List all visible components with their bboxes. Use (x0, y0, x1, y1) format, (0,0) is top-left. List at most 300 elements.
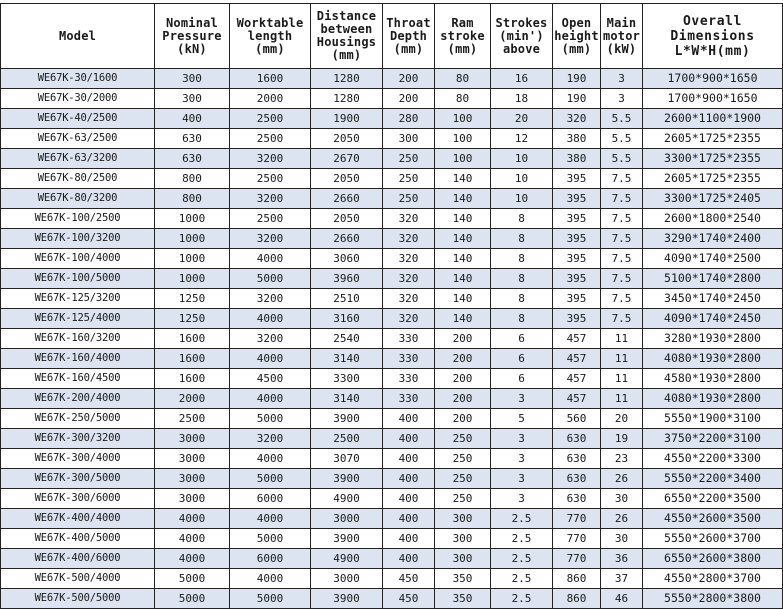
pressure-cell: 300 (155, 69, 230, 89)
header-row (1, 4, 783, 69)
model-cell: WE67K-125/4000 (1, 309, 155, 329)
pressure-cell: 4000 (155, 549, 230, 569)
pressure-cell: 300 (155, 89, 230, 109)
dimensions-cell: 6550*2200*3500 (643, 489, 783, 509)
ram-stroke-cell: 300 (435, 509, 491, 529)
table-row (1, 249, 783, 269)
table-row (1, 529, 783, 549)
model-cell: WE67K-63/3200 (1, 149, 155, 169)
main-motor-cell: 11 (601, 329, 643, 349)
strokes-cell: 2.5 (491, 569, 553, 589)
ram-stroke-cell: 200 (435, 369, 491, 389)
table-row (1, 549, 783, 569)
open-height-cell: 630 (553, 489, 601, 509)
model-cell: WE67K-300/3200 (1, 429, 155, 449)
strokes-cell: 20 (491, 109, 553, 129)
model-cell: WE67K-400/6000 (1, 549, 155, 569)
pressure-cell: 1000 (155, 249, 230, 269)
distance-cell: 3000 (311, 569, 383, 589)
dimensions-cell: 4080*1930*2800 (643, 349, 783, 369)
strokes-cell: 2.5 (491, 529, 553, 549)
distance-cell: 3160 (311, 309, 383, 329)
main-motor-cell: 30 (601, 489, 643, 509)
ram-stroke-cell: 100 (435, 129, 491, 149)
throat-depth-cell: 320 (383, 249, 435, 269)
open-height-cell: 395 (553, 289, 601, 309)
throat-depth-cell: 400 (383, 409, 435, 429)
open-height-cell: 395 (553, 309, 601, 329)
model-cell: WE67K-160/3200 (1, 329, 155, 349)
distance-cell: 3960 (311, 269, 383, 289)
distance-cell: 2510 (311, 289, 383, 309)
worktable-length-cell: 5000 (230, 529, 311, 549)
table-row (1, 589, 783, 609)
table-row (1, 289, 783, 309)
open-height-cell: 630 (553, 449, 601, 469)
worktable-length-cell: 5000 (230, 469, 311, 489)
pressure-cell: 400 (155, 109, 230, 129)
open-height-cell: 560 (553, 409, 601, 429)
ram-stroke-cell: 250 (435, 489, 491, 509)
distance-cell: 2050 (311, 209, 383, 229)
distance-cell: 3140 (311, 389, 383, 409)
strokes-cell: 8 (491, 309, 553, 329)
worktable-length-cell: 4000 (230, 349, 311, 369)
pressure-cell: 4000 (155, 509, 230, 529)
model-cell: WE67K-500/4000 (1, 569, 155, 589)
strokes-cell: 8 (491, 229, 553, 249)
pressure-cell: 1600 (155, 369, 230, 389)
worktable-length-cell: 5000 (230, 589, 311, 609)
model-cell: WE67K-400/5000 (1, 529, 155, 549)
strokes-cell: 8 (491, 249, 553, 269)
header-strokes: Strokes (min') above (491, 4, 553, 69)
main-motor-cell: 37 (601, 569, 643, 589)
main-motor-cell: 23 (601, 449, 643, 469)
distance-cell: 2660 (311, 189, 383, 209)
table-row (1, 209, 783, 229)
main-motor-cell: 36 (601, 549, 643, 569)
dimensions-cell: 6550*2600*3800 (643, 549, 783, 569)
table-row (1, 149, 783, 169)
worktable-length-cell: 6000 (230, 549, 311, 569)
model-cell: WE67K-400/4000 (1, 509, 155, 529)
table-row (1, 189, 783, 209)
strokes-cell: 5 (491, 409, 553, 429)
open-height-cell: 457 (553, 369, 601, 389)
main-motor-cell: 5.5 (601, 149, 643, 169)
open-height-cell: 380 (553, 129, 601, 149)
table-row (1, 349, 783, 369)
distance-cell: 2050 (311, 169, 383, 189)
dimensions-cell: 4550*2200*3300 (643, 449, 783, 469)
ram-stroke-cell: 80 (435, 69, 491, 89)
table-row (1, 229, 783, 249)
main-motor-cell: 7.5 (601, 189, 643, 209)
open-height-cell: 395 (553, 229, 601, 249)
throat-depth-cell: 400 (383, 469, 435, 489)
ram-stroke-cell: 300 (435, 549, 491, 569)
ram-stroke-cell: 200 (435, 389, 491, 409)
throat-depth-cell: 400 (383, 449, 435, 469)
throat-depth-cell: 400 (383, 429, 435, 449)
model-cell: WE67K-200/4000 (1, 389, 155, 409)
dimensions-cell: 4550*2600*3500 (643, 509, 783, 529)
pressure-cell: 1600 (155, 329, 230, 349)
worktable-length-cell: 4000 (230, 509, 311, 529)
ram-stroke-cell: 140 (435, 209, 491, 229)
worktable-length-cell: 3200 (230, 429, 311, 449)
main-motor-cell: 7.5 (601, 309, 643, 329)
table-row (1, 569, 783, 589)
pressure-cell: 630 (155, 149, 230, 169)
table-row (1, 69, 783, 89)
dimensions-cell: 2600*1100*1900 (643, 109, 783, 129)
ram-stroke-cell: 140 (435, 269, 491, 289)
main-motor-cell: 3 (601, 89, 643, 109)
pressure-cell: 3000 (155, 429, 230, 449)
strokes-cell: 6 (491, 349, 553, 369)
distance-cell: 3070 (311, 449, 383, 469)
pressure-cell: 2500 (155, 409, 230, 429)
worktable-length-cell: 1600 (230, 69, 311, 89)
ram-stroke-cell: 200 (435, 409, 491, 429)
dimensions-cell: 3450*1740*2450 (643, 289, 783, 309)
main-motor-cell: 7.5 (601, 249, 643, 269)
pressure-cell: 1250 (155, 289, 230, 309)
distance-cell: 1900 (311, 109, 383, 129)
distance-cell: 2050 (311, 129, 383, 149)
dimensions-cell: 2600*1800*2540 (643, 209, 783, 229)
worktable-length-cell: 2500 (230, 129, 311, 149)
main-motor-cell: 11 (601, 369, 643, 389)
open-height-cell: 190 (553, 89, 601, 109)
pressure-cell: 3000 (155, 489, 230, 509)
strokes-cell: 6 (491, 369, 553, 389)
table-row (1, 449, 783, 469)
worktable-length-cell: 3200 (230, 189, 311, 209)
distance-cell: 3900 (311, 589, 383, 609)
header-main-motor: Main motor (kW) (601, 4, 643, 69)
throat-depth-cell: 320 (383, 289, 435, 309)
throat-depth-cell: 200 (383, 69, 435, 89)
open-height-cell: 860 (553, 569, 601, 589)
strokes-cell: 2.5 (491, 589, 553, 609)
table-row (1, 369, 783, 389)
ram-stroke-cell: 100 (435, 109, 491, 129)
dimensions-cell: 5100*1740*2800 (643, 269, 783, 289)
dimensions-cell: 3300*1725*2355 (643, 149, 783, 169)
worktable-length-cell: 5000 (230, 409, 311, 429)
main-motor-cell: 7.5 (601, 229, 643, 249)
ram-stroke-cell: 140 (435, 249, 491, 269)
ram-stroke-cell: 300 (435, 529, 491, 549)
header-ram-stroke: Ram stroke (mm) (435, 4, 491, 69)
pressure-cell: 1000 (155, 209, 230, 229)
strokes-cell: 3 (491, 389, 553, 409)
distance-cell: 3000 (311, 509, 383, 529)
open-height-cell: 395 (553, 249, 601, 269)
main-motor-cell: 7.5 (601, 289, 643, 309)
main-motor-cell: 7.5 (601, 209, 643, 229)
ram-stroke-cell: 350 (435, 569, 491, 589)
pressure-cell: 800 (155, 169, 230, 189)
pressure-cell: 1250 (155, 309, 230, 329)
ram-stroke-cell: 250 (435, 429, 491, 449)
pressure-cell: 5000 (155, 569, 230, 589)
open-height-cell: 770 (553, 509, 601, 529)
dimensions-cell: 3750*2200*3100 (643, 429, 783, 449)
ram-stroke-cell: 140 (435, 289, 491, 309)
throat-depth-cell: 250 (383, 149, 435, 169)
worktable-length-cell: 4000 (230, 249, 311, 269)
header-model: Model (1, 4, 155, 69)
open-height-cell: 457 (553, 349, 601, 369)
throat-depth-cell: 330 (383, 369, 435, 389)
main-motor-cell: 7.5 (601, 169, 643, 189)
distance-cell: 2500 (311, 429, 383, 449)
pressure-cell: 1000 (155, 269, 230, 289)
table-row (1, 309, 783, 329)
table-row (1, 389, 783, 409)
strokes-cell: 3 (491, 449, 553, 469)
dimensions-cell: 4080*1930*2800 (643, 389, 783, 409)
open-height-cell: 457 (553, 389, 601, 409)
ram-stroke-cell: 200 (435, 329, 491, 349)
table-row (1, 429, 783, 449)
main-motor-cell: 5.5 (601, 109, 643, 129)
dimensions-cell: 5550*1900*3100 (643, 409, 783, 429)
model-cell: WE67K-300/4000 (1, 449, 155, 469)
distance-cell: 1280 (311, 69, 383, 89)
strokes-cell: 8 (491, 269, 553, 289)
main-motor-cell: 26 (601, 509, 643, 529)
ram-stroke-cell: 80 (435, 89, 491, 109)
distance-cell: 4900 (311, 549, 383, 569)
worktable-length-cell: 6000 (230, 489, 311, 509)
model-cell: WE67K-30/2000 (1, 89, 155, 109)
table-row (1, 109, 783, 129)
model-cell: WE67K-100/5000 (1, 269, 155, 289)
strokes-cell: 8 (491, 209, 553, 229)
throat-depth-cell: 320 (383, 209, 435, 229)
table-row (1, 129, 783, 149)
model-cell: WE67K-160/4000 (1, 349, 155, 369)
worktable-length-cell: 2500 (230, 109, 311, 129)
throat-depth-cell: 450 (383, 569, 435, 589)
ram-stroke-cell: 140 (435, 229, 491, 249)
model-cell: WE67K-100/2500 (1, 209, 155, 229)
model-cell: WE67K-100/4000 (1, 249, 155, 269)
open-height-cell: 395 (553, 169, 601, 189)
throat-depth-cell: 320 (383, 229, 435, 249)
main-motor-cell: 19 (601, 429, 643, 449)
open-height-cell: 630 (553, 429, 601, 449)
dimensions-cell: 2605*1725*2355 (643, 129, 783, 149)
worktable-length-cell: 3200 (230, 329, 311, 349)
throat-depth-cell: 250 (383, 169, 435, 189)
throat-depth-cell: 400 (383, 549, 435, 569)
strokes-cell: 10 (491, 189, 553, 209)
throat-depth-cell: 300 (383, 129, 435, 149)
distance-cell: 3900 (311, 409, 383, 429)
header-throat-depth: Throat Depth (mm) (383, 4, 435, 69)
throat-depth-cell: 330 (383, 329, 435, 349)
strokes-cell: 10 (491, 169, 553, 189)
open-height-cell: 395 (553, 209, 601, 229)
distance-cell: 3300 (311, 369, 383, 389)
dimensions-cell: 4090*1740*2450 (643, 309, 783, 329)
table-row (1, 469, 783, 489)
specification-table (0, 3, 783, 609)
throat-depth-cell: 320 (383, 309, 435, 329)
dimensions-cell: 2605*1725*2355 (643, 169, 783, 189)
worktable-length-cell: 4000 (230, 389, 311, 409)
open-height-cell: 630 (553, 469, 601, 489)
strokes-cell: 2.5 (491, 509, 553, 529)
strokes-cell: 8 (491, 289, 553, 309)
main-motor-cell: 46 (601, 589, 643, 609)
distance-cell: 3060 (311, 249, 383, 269)
strokes-cell: 12 (491, 129, 553, 149)
main-motor-cell: 30 (601, 529, 643, 549)
worktable-length-cell: 4000 (230, 569, 311, 589)
worktable-length-cell: 2000 (230, 89, 311, 109)
dimensions-cell: 5550*2600*3700 (643, 529, 783, 549)
ram-stroke-cell: 350 (435, 589, 491, 609)
throat-depth-cell: 400 (383, 529, 435, 549)
ram-stroke-cell: 100 (435, 149, 491, 169)
distance-cell: 3140 (311, 349, 383, 369)
worktable-length-cell: 3200 (230, 289, 311, 309)
open-height-cell: 770 (553, 549, 601, 569)
pressure-cell: 4000 (155, 529, 230, 549)
main-motor-cell: 20 (601, 409, 643, 429)
header-worktable-length: Worktable length (mm) (230, 4, 311, 69)
throat-depth-cell: 250 (383, 189, 435, 209)
header-nominal-pressure: Nominal Pressure (kN) (155, 4, 230, 69)
model-cell: WE67K-300/6000 (1, 489, 155, 509)
ram-stroke-cell: 140 (435, 189, 491, 209)
open-height-cell: 457 (553, 329, 601, 349)
table-row (1, 509, 783, 529)
strokes-cell: 3 (491, 429, 553, 449)
open-height-cell: 380 (553, 149, 601, 169)
strokes-cell: 18 (491, 89, 553, 109)
distance-cell: 2540 (311, 329, 383, 349)
table-row (1, 89, 783, 109)
pressure-cell: 630 (155, 129, 230, 149)
worktable-length-cell: 5000 (230, 269, 311, 289)
worktable-length-cell: 4000 (230, 449, 311, 469)
worktable-length-cell: 4500 (230, 369, 311, 389)
pressure-cell: 3000 (155, 469, 230, 489)
table-row (1, 329, 783, 349)
table-row (1, 269, 783, 289)
model-cell: WE67K-125/3200 (1, 289, 155, 309)
pressure-cell: 1000 (155, 229, 230, 249)
pressure-cell: 1600 (155, 349, 230, 369)
model-cell: WE67K-250/5000 (1, 409, 155, 429)
open-height-cell: 190 (553, 69, 601, 89)
distance-cell: 2660 (311, 229, 383, 249)
dimensions-cell: 3280*1930*2800 (643, 329, 783, 349)
throat-depth-cell: 330 (383, 349, 435, 369)
strokes-cell: 2.5 (491, 549, 553, 569)
model-cell: WE67K-500/5000 (1, 589, 155, 609)
pressure-cell: 3000 (155, 449, 230, 469)
table-row (1, 409, 783, 429)
strokes-cell: 3 (491, 489, 553, 509)
throat-depth-cell: 330 (383, 389, 435, 409)
main-motor-cell: 5.5 (601, 129, 643, 149)
dimensions-cell: 1700*900*1650 (643, 89, 783, 109)
throat-depth-cell: 200 (383, 89, 435, 109)
model-cell: WE67K-80/2500 (1, 169, 155, 189)
distance-cell: 2670 (311, 149, 383, 169)
pressure-cell: 800 (155, 189, 230, 209)
throat-depth-cell: 400 (383, 509, 435, 529)
table-row (1, 489, 783, 509)
worktable-length-cell: 3200 (230, 229, 311, 249)
dimensions-cell: 5550*2800*3800 (643, 589, 783, 609)
dimensions-cell: 4550*2800*3700 (643, 569, 783, 589)
model-cell: WE67K-30/1600 (1, 69, 155, 89)
main-motor-cell: 7.5 (601, 269, 643, 289)
open-height-cell: 860 (553, 589, 601, 609)
distance-cell: 1280 (311, 89, 383, 109)
model-cell: WE67K-80/3200 (1, 189, 155, 209)
throat-depth-cell: 280 (383, 109, 435, 129)
worktable-length-cell: 3200 (230, 149, 311, 169)
ram-stroke-cell: 250 (435, 469, 491, 489)
throat-depth-cell: 400 (383, 489, 435, 509)
model-cell: WE67K-160/4500 (1, 369, 155, 389)
pressure-cell: 2000 (155, 389, 230, 409)
dimensions-cell: 4580*1930*2800 (643, 369, 783, 389)
open-height-cell: 395 (553, 189, 601, 209)
model-cell: WE67K-40/2500 (1, 109, 155, 129)
ram-stroke-cell: 140 (435, 169, 491, 189)
distance-cell: 3900 (311, 529, 383, 549)
header-open-height: Open height (mm) (553, 4, 601, 69)
table-body (1, 69, 783, 609)
dimensions-cell: 1700*900*1650 (643, 69, 783, 89)
ram-stroke-cell: 140 (435, 309, 491, 329)
throat-depth-cell: 320 (383, 269, 435, 289)
strokes-cell: 10 (491, 149, 553, 169)
main-motor-cell: 11 (601, 389, 643, 409)
distance-cell: 3900 (311, 469, 383, 489)
worktable-length-cell: 4000 (230, 309, 311, 329)
dimensions-cell: 3290*1740*2400 (643, 229, 783, 249)
worktable-length-cell: 2500 (230, 209, 311, 229)
main-motor-cell: 26 (601, 469, 643, 489)
strokes-cell: 6 (491, 329, 553, 349)
model-cell: WE67K-100/3200 (1, 229, 155, 249)
throat-depth-cell: 450 (383, 589, 435, 609)
distance-cell: 4900 (311, 489, 383, 509)
model-cell: WE67K-63/2500 (1, 129, 155, 149)
open-height-cell: 395 (553, 269, 601, 289)
main-motor-cell: 11 (601, 349, 643, 369)
open-height-cell: 320 (553, 109, 601, 129)
worktable-length-cell: 2500 (230, 169, 311, 189)
open-height-cell: 770 (553, 529, 601, 549)
header-overall-dimensions: Overall Dimensions L*W*H(mm) (643, 4, 783, 69)
dimensions-cell: 3300*1725*2405 (643, 189, 783, 209)
pressure-cell: 5000 (155, 589, 230, 609)
